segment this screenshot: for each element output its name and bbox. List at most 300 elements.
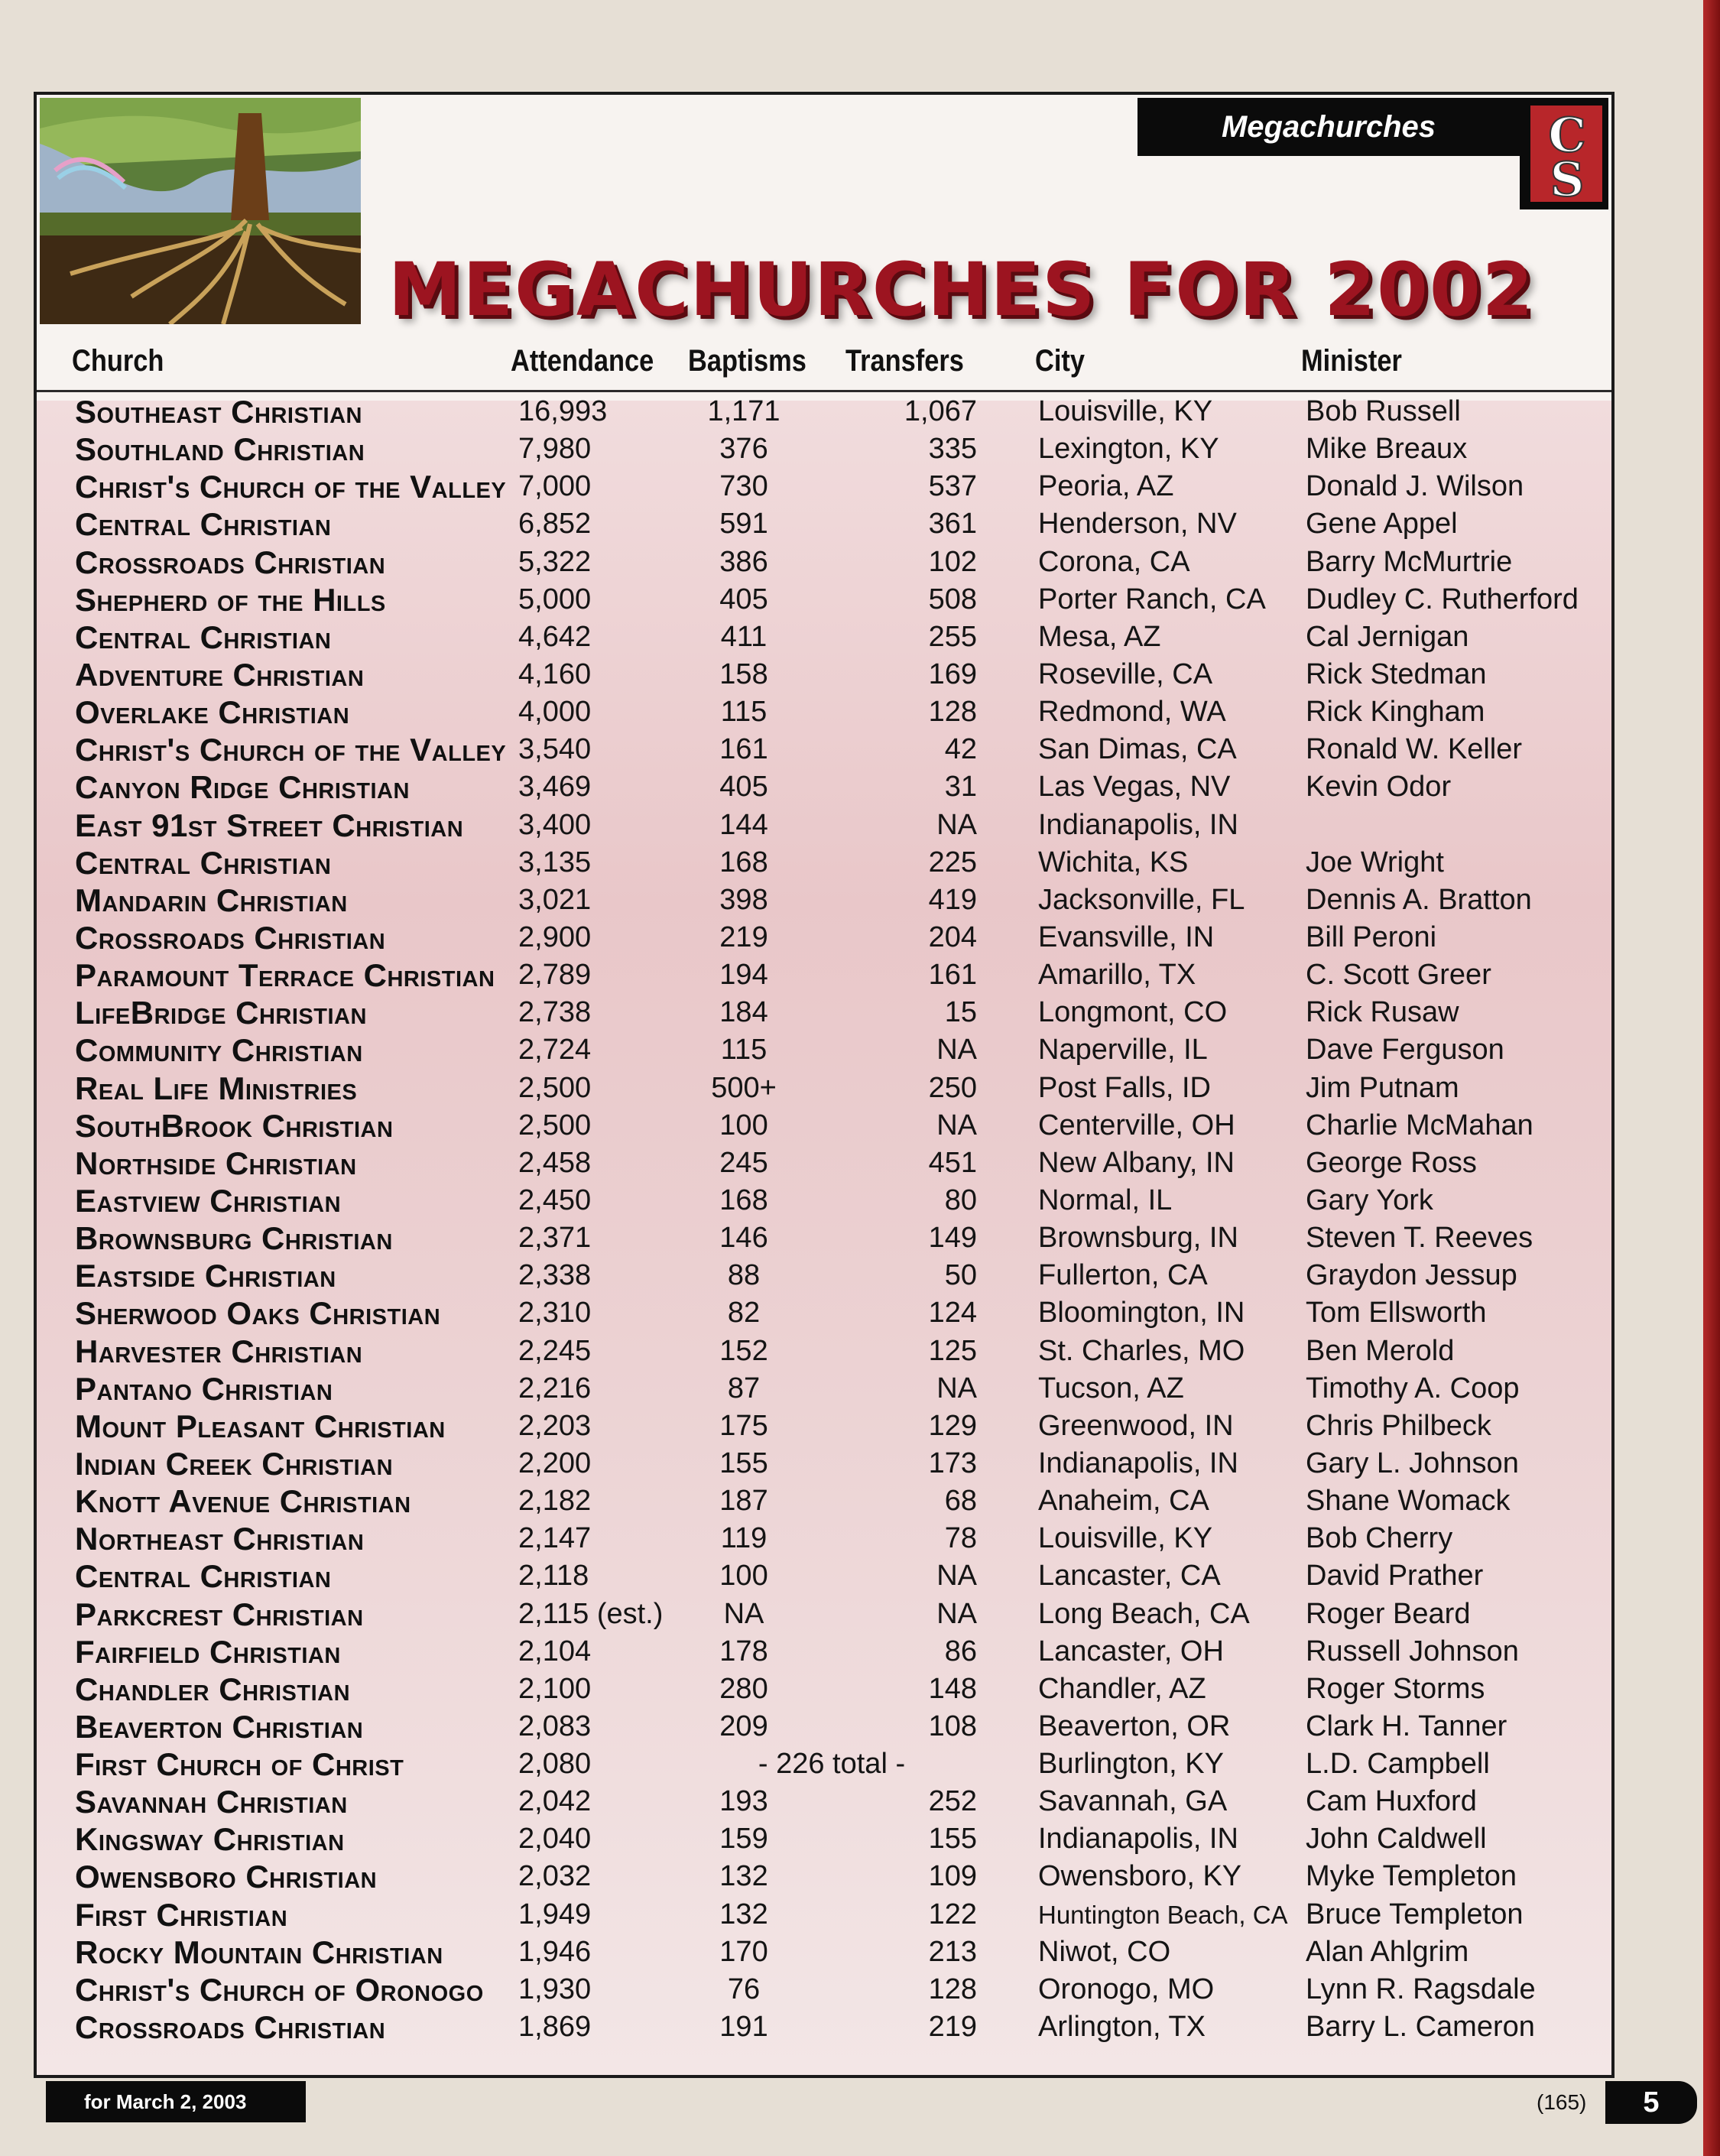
transfers-value: 68 <box>944 1485 977 1518</box>
table-row <box>37 1031 1611 1069</box>
minister-name: Myke Templeton <box>1306 1860 1517 1893</box>
table-row <box>37 1070 1611 1107</box>
attendance-value: 2,310 <box>518 1297 592 1330</box>
attendance-value: 2,500 <box>518 1109 592 1141</box>
city-value: Lancaster, OH <box>1038 1635 1224 1667</box>
city-value: Evansville, IN <box>1038 921 1215 953</box>
church-name: Northeast Christian <box>75 1521 365 1557</box>
baptisms-value: 115 <box>720 696 768 729</box>
church-name: Community Christian <box>75 1032 363 1069</box>
transfers-value: 1,067 <box>904 395 977 427</box>
megachurch-table-body <box>37 393 1611 2046</box>
city-value: Niwot, CO <box>1038 1935 1171 1968</box>
city-value: San Dimas, CA <box>1038 733 1237 766</box>
church-name: East 91st Street Christian <box>75 807 464 843</box>
church-name: Parkcrest Christian <box>75 1596 364 1632</box>
attendance-value: 2,182 <box>518 1485 592 1518</box>
minister-name: Chris Philbeck <box>1306 1409 1491 1442</box>
city-value: Fullerton, CA <box>1038 1259 1208 1292</box>
transfers-value: 213 <box>928 1935 977 1968</box>
church-name: Mount Pleasant Christian <box>75 1408 446 1444</box>
transfers-value: 155 <box>928 1823 977 1856</box>
transfers-value: 204 <box>928 921 977 953</box>
table-row <box>37 1934 1611 1971</box>
attendance-value: 2,458 <box>518 1146 592 1179</box>
attendance-value: 4,160 <box>518 658 592 690</box>
minister-name: Mike Breaux <box>1306 433 1468 466</box>
table-row <box>37 1219 1611 1257</box>
minister-name: Rick Rusaw <box>1306 996 1459 1029</box>
city-value: Tucson, AZ <box>1038 1372 1184 1404</box>
transfers-value: 173 <box>928 1447 977 1479</box>
church-name: Canyon Ridge Christian <box>75 769 410 806</box>
city-value: Arlington, TX <box>1038 2011 1206 2044</box>
attendance-value: 2,115 (est.) <box>518 1597 664 1630</box>
minister-name: Barry McMurtrie <box>1306 545 1513 578</box>
church-name: Central Christian <box>75 1558 332 1595</box>
attendance-value: 2,724 <box>518 1034 592 1067</box>
church-name: Chandler Christian <box>75 1671 351 1707</box>
city-value: St. Charles, MO <box>1038 1334 1245 1367</box>
church-name: Southeast Christian <box>75 394 362 430</box>
minister-name: Bruce Templeton <box>1306 1898 1524 1930</box>
church-name: Knott Avenue Christian <box>75 1483 411 1520</box>
table-row <box>37 1257 1611 1294</box>
transfers-value: 219 <box>928 2011 977 2044</box>
transfers-value: 149 <box>928 1222 977 1255</box>
transfers-value: 108 <box>928 1710 977 1742</box>
transfers-value: 128 <box>928 1973 977 2005</box>
minister-name: Rick Stedman <box>1306 658 1487 690</box>
transfers-value: 122 <box>928 1898 977 1930</box>
baptisms-value: 158 <box>719 658 768 690</box>
baptisms-value: 398 <box>719 883 768 916</box>
church-name: Savannah Christian <box>75 1784 348 1820</box>
attendance-value: 2,371 <box>518 1222 592 1255</box>
transfers-value: 361 <box>928 508 977 541</box>
church-name: Southland Christian <box>75 431 365 468</box>
city-value: Corona, CA <box>1038 545 1190 578</box>
table-row <box>37 505 1611 543</box>
city-value: Louisville, KY <box>1038 395 1213 427</box>
baptisms-value: 500+ <box>711 1071 777 1104</box>
church-name: Pantano Christian <box>75 1370 333 1407</box>
table-row <box>37 1820 1611 1858</box>
transfers-value: 148 <box>928 1672 977 1705</box>
attendance-value: 2,200 <box>518 1447 592 1479</box>
city-value: Lexington, KY <box>1038 433 1219 466</box>
column-header-city: City <box>1035 344 1085 378</box>
church-name: First Church of Christ <box>75 1746 404 1783</box>
transfers-value: 128 <box>928 696 977 729</box>
baptisms-value: 87 <box>727 1372 761 1404</box>
baptisms-value: 209 <box>719 1710 768 1742</box>
minister-name: Ronald W. Keller <box>1306 733 1523 766</box>
minister-name: Roger Storms <box>1306 1672 1485 1705</box>
baptisms-value: 730 <box>719 470 768 503</box>
table-row <box>37 919 1611 956</box>
table-row <box>37 1107 1611 1145</box>
table-row <box>37 468 1611 505</box>
attendance-value: 2,147 <box>518 1522 592 1555</box>
attendance-value: 2,032 <box>518 1860 592 1893</box>
table-row <box>37 994 1611 1031</box>
attendance-value: 2,118 <box>518 1560 589 1593</box>
transfers-value: 102 <box>928 545 977 578</box>
attendance-value: 2,042 <box>518 1785 592 1818</box>
attendance-value: 2,216 <box>518 1372 592 1404</box>
baptisms-value: 386 <box>719 545 768 578</box>
table-row <box>37 956 1611 994</box>
baptisms-value: - 226 total - <box>758 1748 906 1781</box>
baptisms-value: 100 <box>719 1560 768 1593</box>
page-number: 5 <box>1605 2081 1697 2124</box>
minister-name: Dave Ferguson <box>1306 1034 1504 1067</box>
city-value: Mesa, AZ <box>1038 620 1161 653</box>
baptisms-value: 82 <box>727 1297 761 1330</box>
attendance-value: 2,900 <box>518 921 592 953</box>
transfers-value: 31 <box>944 771 977 804</box>
baptisms-value: 184 <box>719 996 768 1029</box>
attendance-value: 2,203 <box>518 1409 592 1442</box>
city-value: Post Falls, ID <box>1038 1071 1211 1104</box>
city-value: Brownsburg, IN <box>1038 1222 1238 1255</box>
minister-name: Cam Huxford <box>1306 1785 1477 1818</box>
city-value: Louisville, KY <box>1038 1522 1213 1555</box>
baptisms-value: 159 <box>719 1823 768 1856</box>
attendance-value: 1,930 <box>518 1973 592 2005</box>
attendance-value: 1,946 <box>518 1935 592 1968</box>
city-value: Savannah, GA <box>1038 1785 1228 1818</box>
baptisms-value: 405 <box>719 583 768 615</box>
city-value: Huntington Beach, CA <box>1038 1900 1288 1929</box>
church-name: LifeBridge Christian <box>75 995 367 1031</box>
transfers-value: 250 <box>928 1071 977 1104</box>
table-row <box>37 1557 1611 1595</box>
page-code: (165) <box>1537 2090 1587 2114</box>
attendance-value: 2,450 <box>518 1184 592 1216</box>
city-value: Anaheim, CA <box>1038 1485 1209 1518</box>
city-value: Naperville, IL <box>1038 1034 1208 1067</box>
city-value: Indianapolis, IN <box>1038 1447 1238 1479</box>
minister-name: Clark H. Tanner <box>1306 1710 1507 1742</box>
baptisms-value: 168 <box>719 846 768 878</box>
minister-name: Gary York <box>1306 1184 1433 1216</box>
page-spine-edge <box>1703 0 1720 2156</box>
city-value: Oronogo, MO <box>1038 1973 1215 2005</box>
table-row <box>37 768 1611 806</box>
minister-name: L.D. Campbell <box>1306 1748 1490 1781</box>
minister-name: Timothy A. Coop <box>1306 1372 1520 1404</box>
minister-name: Gene Appel <box>1306 508 1458 541</box>
city-value: Las Vegas, NV <box>1038 771 1231 804</box>
transfers-value: NA <box>936 1372 977 1404</box>
baptisms-value: 178 <box>719 1635 768 1667</box>
table-row <box>37 656 1611 693</box>
column-header-church: Church <box>72 344 164 378</box>
attendance-value: 7,000 <box>518 470 592 503</box>
church-name: Indian Creek Christian <box>75 1445 394 1482</box>
table-row <box>37 1370 1611 1408</box>
minister-name: Kevin Odor <box>1306 771 1452 804</box>
church-name: Real Life Ministries <box>75 1070 358 1106</box>
city-value: Centerville, OH <box>1038 1109 1235 1141</box>
church-name: Overlake Christian <box>75 694 350 731</box>
church-name: Central Christian <box>75 506 332 543</box>
attendance-value: 3,021 <box>518 883 592 916</box>
issue-date-bar: for March 2, 2003 <box>46 2081 306 2122</box>
city-value: Longmont, CO <box>1038 996 1228 1029</box>
city-value: Greenwood, IN <box>1038 1409 1234 1442</box>
transfers-value: 129 <box>928 1409 977 1442</box>
baptisms-value: 132 <box>719 1898 768 1930</box>
transfers-value: NA <box>936 1034 977 1067</box>
church-name: Sherwood Oaks Christian <box>75 1295 441 1332</box>
transfers-value: 169 <box>928 658 977 690</box>
minister-name: George Ross <box>1306 1146 1477 1179</box>
table-row <box>37 1445 1611 1482</box>
city-value: Porter Ranch, CA <box>1038 583 1266 615</box>
table-row <box>37 1182 1611 1219</box>
church-name: First Christian <box>75 1896 288 1933</box>
table-row <box>37 581 1611 619</box>
attendance-value: 4,642 <box>518 620 592 653</box>
table-row <box>37 619 1611 656</box>
attendance-value: 3,400 <box>518 808 592 841</box>
column-header-minister: Minister <box>1301 344 1402 378</box>
attendance-value: 3,540 <box>518 733 592 766</box>
attendance-value: 2,100 <box>518 1672 592 1705</box>
attendance-value: 5,000 <box>518 583 592 615</box>
church-name: Central Christian <box>75 619 332 655</box>
minister-name: Dudley C. Rutherford <box>1306 583 1579 615</box>
baptisms-value: 155 <box>719 1447 768 1479</box>
attendance-value: 16,993 <box>518 395 608 427</box>
minister-name: Bob Russell <box>1306 395 1461 427</box>
transfers-value: 255 <box>928 620 977 653</box>
church-name: Kingsway Christian <box>75 1821 345 1858</box>
attendance-value: 3,135 <box>518 846 592 878</box>
minister-name: Donald J. Wilson <box>1306 470 1524 503</box>
baptisms-value: 376 <box>719 433 768 466</box>
church-name: Christ's Church of the Valley <box>75 732 507 768</box>
section-tag-bar <box>1137 98 1520 156</box>
page-title: MEGACHURCHES FOR 2002 <box>388 247 1535 333</box>
transfers-value: 252 <box>928 1785 977 1818</box>
table-row <box>37 1294 1611 1332</box>
attendance-value: 2,080 <box>518 1748 592 1781</box>
table-row <box>37 393 1611 430</box>
city-value: Owensboro, KY <box>1038 1860 1242 1893</box>
city-value: Burlington, KY <box>1038 1748 1224 1781</box>
table-row <box>37 430 1611 468</box>
city-value: Roseville, CA <box>1038 658 1213 690</box>
table-row <box>37 1145 1611 1182</box>
table-row <box>37 1708 1611 1745</box>
city-value: Henderson, NV <box>1038 508 1237 541</box>
attendance-value: 2,040 <box>518 1823 592 1856</box>
baptisms-value: 152 <box>719 1334 768 1367</box>
transfers-value: 78 <box>944 1522 977 1555</box>
minister-name: Graydon Jessup <box>1306 1259 1517 1292</box>
svg-text:C: C <box>1548 107 1586 163</box>
city-value: Jacksonville, FL <box>1038 883 1245 916</box>
table-row <box>37 1408 1611 1445</box>
city-value: Chandler, AZ <box>1038 1672 1206 1705</box>
minister-name: Russell Johnson <box>1306 1635 1519 1667</box>
baptisms-value: 219 <box>719 921 768 953</box>
church-name: Crossroads Christian <box>75 919 386 956</box>
church-name: Central Christian <box>75 844 332 881</box>
baptisms-value: 76 <box>727 1973 761 2005</box>
attendance-value: 4,000 <box>518 696 592 729</box>
church-name: Rocky Mountain Christian <box>75 1934 443 1970</box>
attendance-value: 7,980 <box>518 433 592 466</box>
church-name: Harvester Christian <box>75 1333 363 1369</box>
church-name: Crossroads Christian <box>75 2009 386 2046</box>
city-value: Bloomington, IN <box>1038 1297 1245 1330</box>
cs-logo <box>1520 98 1608 209</box>
baptisms-value: 280 <box>719 1672 768 1705</box>
transfers-value: 451 <box>928 1146 977 1179</box>
transfers-value: 15 <box>944 996 977 1029</box>
baptisms-value: 411 <box>720 620 768 653</box>
church-name: Crossroads Christian <box>75 544 386 580</box>
attendance-value: 5,322 <box>518 545 592 578</box>
minister-name: Charlie McMahan <box>1306 1109 1533 1141</box>
church-name: Adventure Christian <box>75 656 365 693</box>
table-row <box>37 844 1611 882</box>
column-header-attendance: Attendance <box>511 344 654 378</box>
baptisms-value: 194 <box>719 959 768 992</box>
baptisms-value: 100 <box>719 1109 768 1141</box>
baptisms-value: 144 <box>719 808 768 841</box>
attendance-value: 2,245 <box>518 1334 592 1367</box>
minister-name: Alan Ahlgrim <box>1306 1935 1469 1968</box>
attendance-value: 2,104 <box>518 1635 592 1667</box>
church-name: Christ's Church of the Valley <box>75 469 507 505</box>
city-value: Indianapolis, IN <box>1038 808 1238 841</box>
baptisms-value: 245 <box>719 1146 768 1179</box>
church-name: SouthBrook Christian <box>75 1107 394 1144</box>
transfers-value: 419 <box>928 883 977 916</box>
baptisms-value: 161 <box>719 733 768 766</box>
attendance-value: 1,869 <box>518 2011 592 2044</box>
transfers-value: NA <box>936 1109 977 1141</box>
table-row <box>37 544 1611 581</box>
minister-name: Cal Jernigan <box>1306 620 1469 653</box>
transfers-value: 225 <box>928 846 977 878</box>
attendance-value: 3,469 <box>518 771 592 804</box>
attendance-value: 2,500 <box>518 1071 592 1104</box>
minister-name: Jim Putnam <box>1306 1071 1459 1104</box>
attendance-value: 1,949 <box>518 1898 592 1930</box>
table-row <box>37 1333 1611 1370</box>
city-value: Wichita, KS <box>1038 846 1189 878</box>
table-row <box>37 1783 1611 1820</box>
minister-name: David Prather <box>1306 1560 1484 1593</box>
table-row <box>37 1971 1611 2008</box>
church-name: Mandarin Christian <box>75 882 348 918</box>
table-row <box>37 1596 1611 1633</box>
baptisms-value: 405 <box>719 771 768 804</box>
baptisms-value: 187 <box>719 1485 768 1518</box>
church-name: Beaverton Christian <box>75 1708 364 1745</box>
table-row <box>37 1745 1611 1783</box>
minister-name: Gary L. Johnson <box>1306 1447 1519 1479</box>
table-row <box>37 1858 1611 1895</box>
transfers-value: 508 <box>928 583 977 615</box>
transfers-value: 80 <box>944 1184 977 1216</box>
minister-name: Bill Peroni <box>1306 921 1437 953</box>
church-name: Brownsburg Christian <box>75 1220 393 1257</box>
transfers-value: 161 <box>928 959 977 992</box>
table-row <box>37 2008 1611 2046</box>
city-value: New Albany, IN <box>1038 1146 1235 1179</box>
minister-name: John Caldwell <box>1306 1823 1487 1856</box>
church-name: Owensboro Christian <box>75 1859 378 1895</box>
minister-name: Tom Ellsworth <box>1306 1297 1487 1330</box>
transfers-value: 109 <box>928 1860 977 1893</box>
city-value: Redmond, WA <box>1038 696 1226 729</box>
city-value: Long Beach, CA <box>1038 1597 1250 1630</box>
minister-name: Shane Womack <box>1306 1485 1511 1518</box>
baptisms-value: 88 <box>727 1259 761 1292</box>
table-row <box>37 731 1611 768</box>
table-row <box>37 1520 1611 1557</box>
city-value: Indianapolis, IN <box>1038 1823 1238 1856</box>
attendance-value: 2,083 <box>518 1710 592 1742</box>
attendance-value: 2,338 <box>518 1259 592 1292</box>
column-header-baptisms: Baptisms <box>688 344 806 378</box>
transfers-value: 50 <box>944 1259 977 1292</box>
transfers-value: 335 <box>928 433 977 466</box>
church-name: Eastview Christian <box>75 1182 342 1219</box>
table-row <box>37 807 1611 844</box>
church-name: Northside Christian <box>75 1145 357 1181</box>
church-name: Eastside Christian <box>75 1258 336 1294</box>
tree-roots-photo <box>40 98 361 324</box>
baptisms-value: 119 <box>720 1522 768 1555</box>
minister-name: Steven T. Reeves <box>1306 1222 1533 1255</box>
table-row <box>37 1671 1611 1708</box>
minister-name: Roger Beard <box>1306 1597 1471 1630</box>
baptisms-value: NA <box>723 1597 764 1630</box>
baptisms-value: 175 <box>719 1409 768 1442</box>
svg-text:S: S <box>1550 151 1585 207</box>
minister-name: Rick Kingham <box>1306 696 1485 729</box>
minister-name: Bob Cherry <box>1306 1522 1453 1555</box>
table-row <box>37 693 1611 731</box>
city-value: Normal, IL <box>1038 1184 1173 1216</box>
table-row <box>37 1896 1611 1934</box>
attendance-value: 6,852 <box>518 508 592 541</box>
magazine-page <box>34 92 1615 2078</box>
transfers-value: NA <box>936 1560 977 1593</box>
attendance-value: 2,789 <box>518 959 592 992</box>
minister-name: Lynn R. Ragsdale <box>1306 1973 1536 2005</box>
church-name: Paramount Terrace Christian <box>75 957 495 994</box>
city-value: Beaverton, OR <box>1038 1710 1231 1742</box>
baptisms-value: 115 <box>720 1034 768 1067</box>
city-value: Peoria, AZ <box>1038 470 1174 503</box>
church-name: Shepherd of the Hills <box>75 581 386 618</box>
minister-name: C. Scott Greer <box>1306 959 1491 992</box>
baptisms-value: 132 <box>719 1860 768 1893</box>
transfers-value: NA <box>936 1597 977 1630</box>
baptisms-value: 1,171 <box>707 395 780 427</box>
city-value: Amarillo, TX <box>1038 959 1196 992</box>
